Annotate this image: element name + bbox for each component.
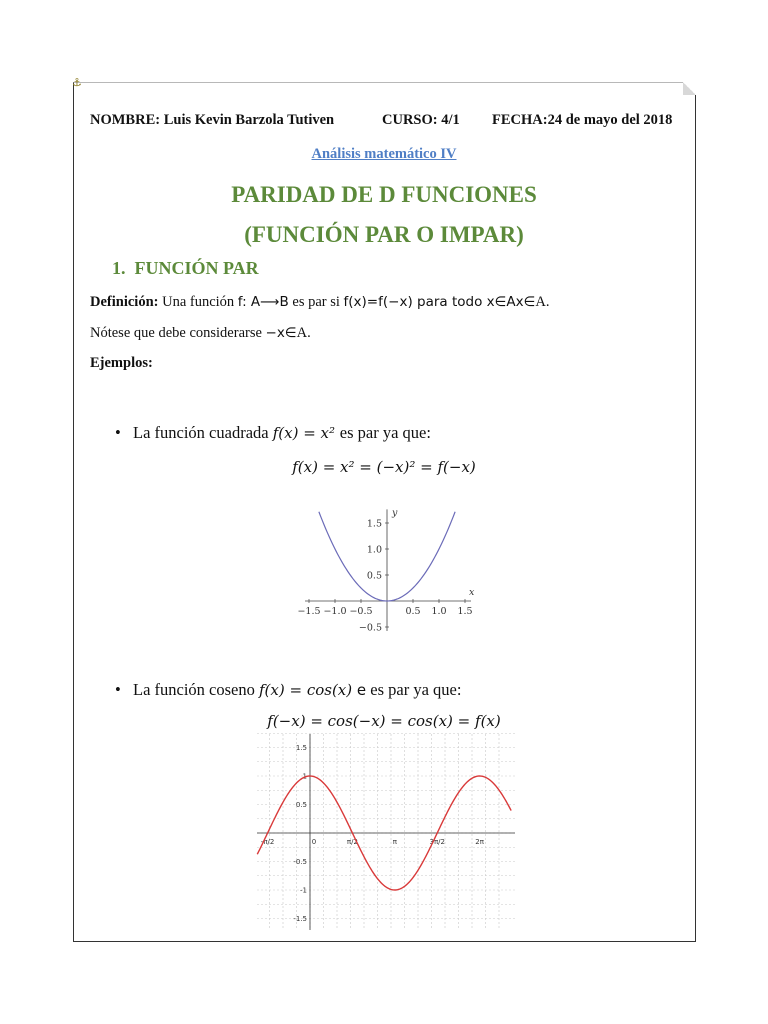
parabola-y-tick-label: −0.5	[358, 622, 382, 634]
examples-label	[90, 355, 153, 372]
parabola-x-label: x	[469, 587, 475, 598]
bullet: •	[115, 423, 121, 442]
cosine-x-tick-label: -π/2	[260, 838, 275, 846]
example1-equation: f(x) = x² = (−x)² = f(−x)	[292, 458, 476, 476]
parabola-x-tick-label: 1.0	[431, 606, 447, 617]
example2-formula: f(x) = cos(x)	[259, 681, 357, 699]
header-nombre: NOMBRE: Luis Kevin Barzola Tutiven	[90, 112, 335, 128]
example2-text: La función coseno	[133, 680, 259, 699]
cosine-chart	[255, 732, 517, 932]
parabola-x-tick-label: 0.5	[405, 606, 421, 617]
cosine-x-tick-label: π	[392, 838, 397, 846]
cosine-y-tick-label: -1	[300, 886, 307, 895]
note-text: A.	[296, 325, 311, 341]
definition-text: Una función	[158, 294, 238, 310]
cosine-y-tick-label: -1.5	[293, 915, 307, 923]
header-fecha: FECHA:24 de mayo del 2018	[492, 112, 673, 128]
parabola-y-label: y	[392, 507, 398, 519]
definition-text: es par si	[288, 294, 344, 310]
note-math: −x∈	[265, 325, 297, 341]
subject-link[interactable]: Análisis matemático IV	[311, 146, 457, 162]
parabola-y-tick-label: 1.5	[366, 518, 382, 530]
example2-text-after: es par ya que:	[366, 680, 462, 699]
header-curso: CURSO: 4/1	[382, 112, 460, 128]
section-title: FUNCIÓN PAR	[134, 258, 259, 278]
definition-text: A.	[535, 294, 550, 310]
cosine-x-tick-label: 0	[311, 838, 317, 846]
page-subtitle: (FUNCIÓN PAR O IMPAR)	[244, 222, 524, 247]
note-paragraph	[90, 325, 311, 342]
cosine-x-tick-label: 2π	[475, 838, 484, 846]
section-heading	[112, 258, 259, 279]
cosine-y-tick-label: 0.5	[295, 801, 307, 809]
page-title: PARIDAD DE D FUNCIONES	[231, 182, 537, 207]
cosine-y-tick-label: 1.5	[295, 744, 307, 752]
parabola-y-tick-label: 0.5	[366, 570, 382, 582]
example1-formula: f(x) = x²	[272, 424, 340, 442]
examples-label-text: Ejemplos:	[90, 355, 153, 371]
bullet: •	[115, 680, 121, 699]
definition-paragraph	[90, 294, 549, 311]
definition-mapping: f: A⟶B	[237, 294, 289, 310]
example2-equation: f(−x) = cos(−x) = cos(x) = f(x)	[267, 712, 501, 730]
parabola-x-tick-label: −0.5	[349, 606, 373, 617]
definition-condition: f(x)=f(−x) para todo x∈Ax∈	[343, 294, 536, 310]
cosine-x-tick-label: π/2	[346, 838, 358, 846]
cosine-y-tick-label: 1	[302, 772, 307, 781]
example2-line	[115, 680, 461, 700]
example2-formula-e: e	[356, 681, 367, 699]
parabola-y-tick-label: 1.0	[366, 544, 382, 556]
note-text: Nótese que debe considerarse	[90, 325, 266, 341]
cosine-axes	[257, 734, 515, 930]
example1-text-after: es par ya que:	[339, 423, 431, 442]
section-number: 1.	[112, 258, 126, 278]
parabola-x-tick-label: −1.0	[323, 606, 347, 617]
parabola-chart	[290, 505, 480, 635]
parabola-x-tick-label: −1.5	[297, 606, 321, 617]
anchor-icon: ⚓	[72, 76, 82, 89]
page-corner-fold	[683, 82, 696, 95]
example1-text: La función cuadrada	[133, 423, 273, 442]
definition-label: Definición:	[90, 294, 159, 310]
parabola-x-tick-label: 1.5	[457, 606, 473, 617]
cosine-x-tick-label: 3π/2	[429, 838, 445, 846]
cosine-y-tick-label: -0.5	[293, 858, 307, 866]
example1-line	[115, 423, 431, 443]
